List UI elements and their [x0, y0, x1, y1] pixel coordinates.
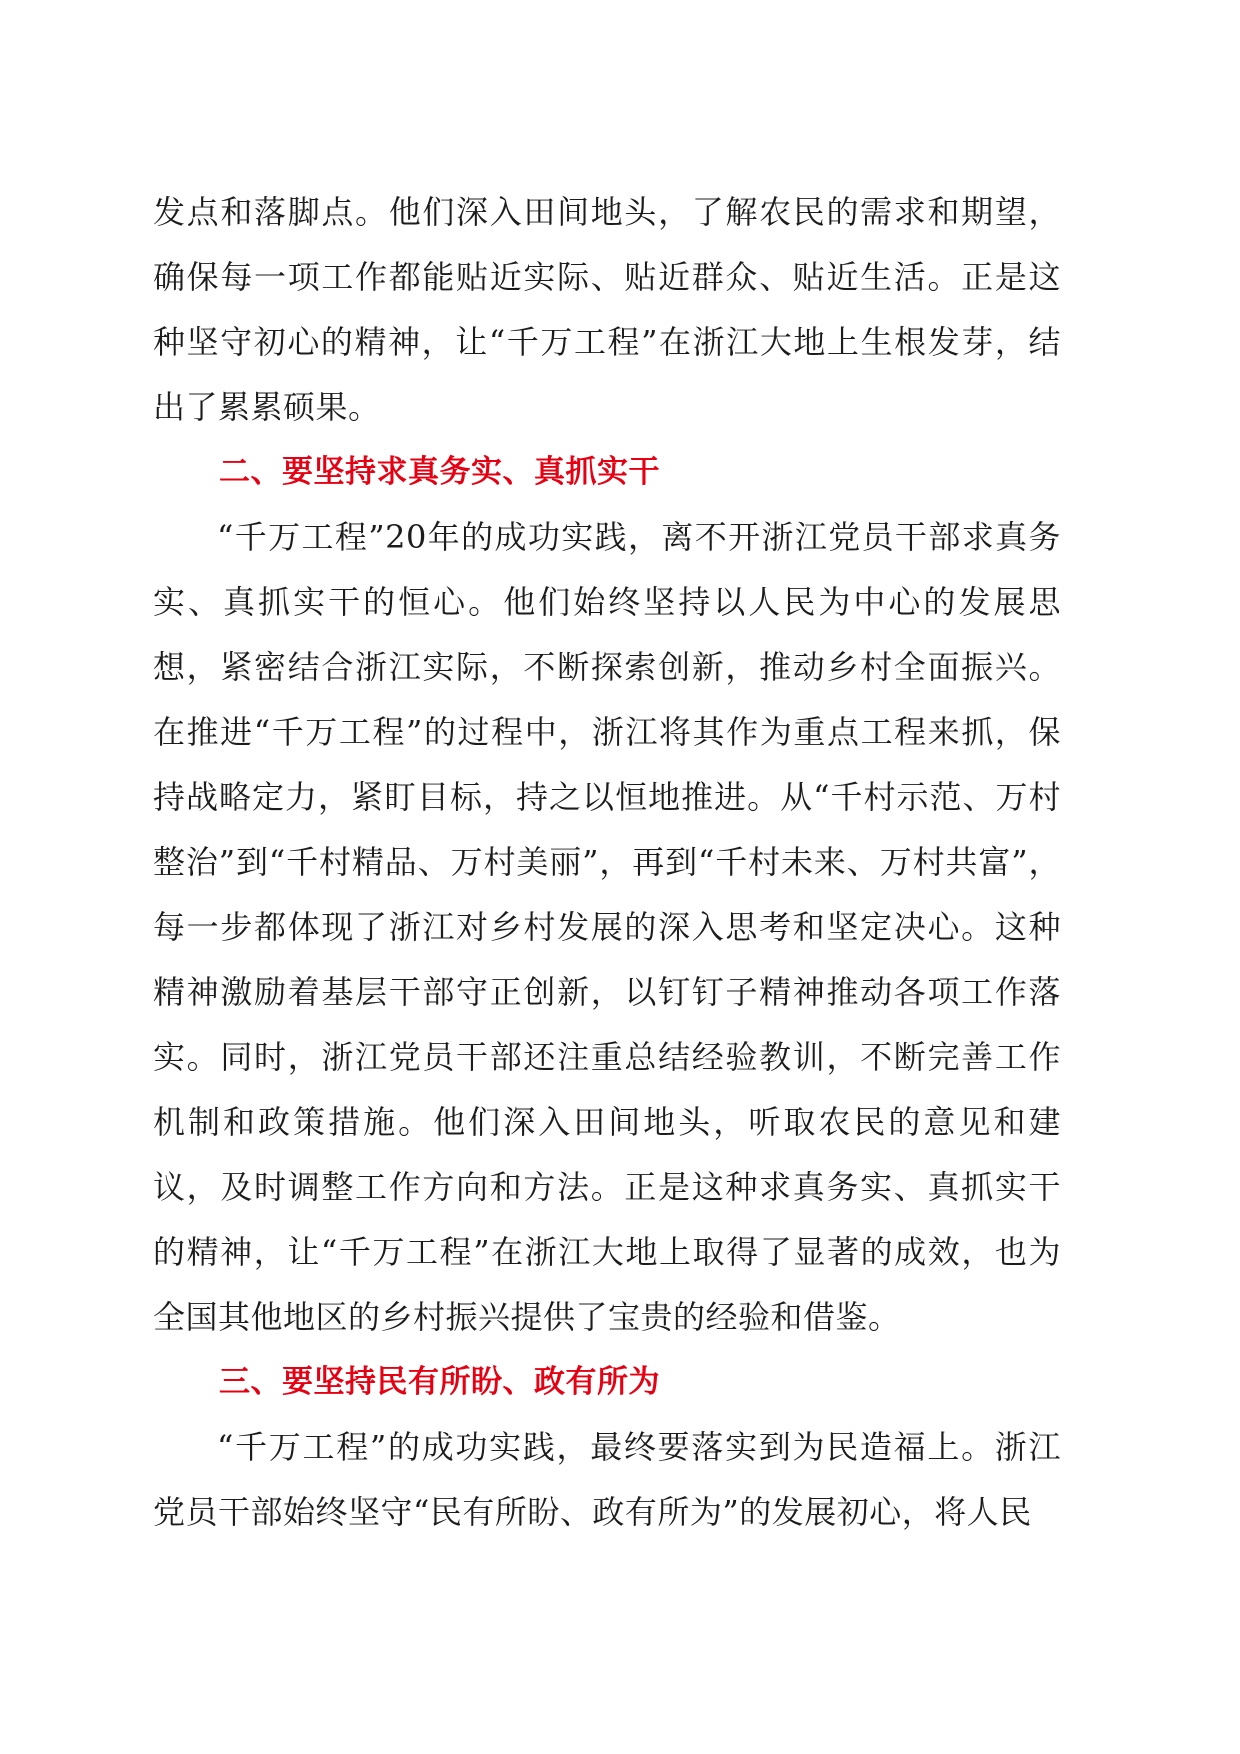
body-paragraph: “千万工程”的成功实践，最终要落实到为民造福上。浙江党员干部始终坚守“民有所盼、政有所为”的发展初心，将人民 — [153, 1428, 1061, 1531]
section-heading: 二、要坚持求真务实、真抓实干 — [219, 454, 660, 490]
body-paragraph: 发点和落脚点。他们深入田间地头，了解农民的需求和期望，确保每一项工作都能贴近实际、贴近群众、贴近生活。正是这种坚守初心的精神，让“千万工程”在浙江大地上生根发芽，结出了累累硕果。 — [153, 193, 1061, 426]
document-body — [153, 180, 1061, 1545]
body-paragraph: “千万工程”20年的成功实践，离不开浙江党员干部求真务实、真抓实干的恒心。他们始终坚持以人民为中心的发展思想，紧密结合浙江实际，不断探索创新，推动乡村全面振兴。在推进“千万工程”的过程中，浙江将其作为重点工程来抓，保持战略定力，紧盯目标，持之以恒地推进。从“千村示范、万村整治”到“千村精品、万村美丽”，再到“千村未来、万村共富”，每一步都体现了浙江对乡村发展的深入思考和坚定决心。这种精神激励着基层干部守正创新，以钉钉子精神推动各项工作落实。同时，浙江党员干部还注重总结经验教训，不断完善工作机制和政策措施。他们深入田间地头，听取农民的意见和建议，及时调整工作方向和方法。正是这种求真务实、真抓实干的精神，让“千万工程”在浙江大地上取得了显著的成效，也为全国其他地区的乡村振兴提供了宝贵的经验和借鉴。 — [153, 518, 1061, 1336]
section-heading: 三、要坚持民有所盼、政有所为 — [219, 1364, 660, 1400]
